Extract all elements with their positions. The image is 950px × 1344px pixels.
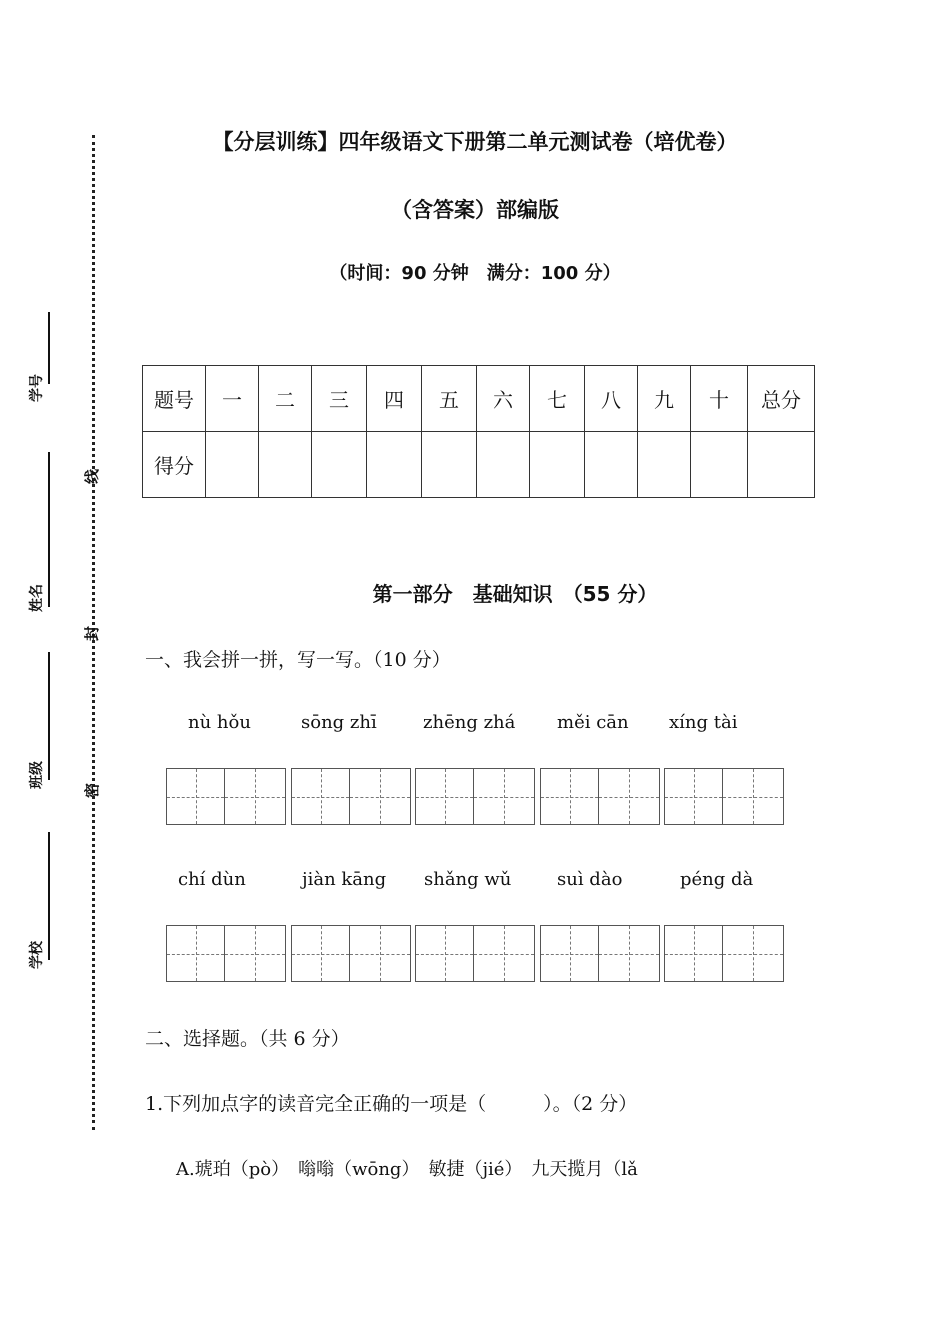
q2-item1-stem: 1.下列加点字的读音完全正确的一项是（ ）。（2 分） <box>145 1093 638 1115</box>
seal-mark-line: 线 <box>83 468 102 485</box>
score-input-cell[interactable] <box>477 432 530 498</box>
table-cell: 二 <box>259 366 312 432</box>
writing-grid[interactable] <box>166 925 286 983</box>
student-id-blank-line <box>48 312 50 384</box>
pinyin-label: nù hǒu <box>188 712 251 733</box>
q2-item1-option-a: A.琥珀（pò） 嗡嗡（wōng） 敏捷（jié） 九天揽月（lǎ <box>176 1159 638 1180</box>
score-input-cell[interactable] <box>748 432 815 498</box>
score-input-cell[interactable] <box>259 432 312 498</box>
pinyin-label: měi cān <box>557 712 629 733</box>
part1-heading: 第一部分 基础知识 （55 分） <box>372 582 658 606</box>
page-title: 【分层训练】四年级语文下册第二单元测试卷（培优卷） <box>212 130 738 154</box>
score-input-cell[interactable] <box>422 432 477 498</box>
writing-grid[interactable] <box>415 768 535 826</box>
q2-heading: 二、选择题。（共 6 分） <box>145 1028 350 1050</box>
pinyin-label: zhēng zhá <box>423 712 516 733</box>
score-input-cell[interactable] <box>638 432 691 498</box>
score-input-cell[interactable] <box>206 432 259 498</box>
score-table-score-row <box>143 432 815 498</box>
pinyin-label: chí dùn <box>178 869 246 890</box>
table-cell: 七 <box>530 366 585 432</box>
score-input-cell[interactable] <box>691 432 748 498</box>
school-label: 学校 <box>29 941 45 969</box>
score-input-cell[interactable] <box>367 432 422 498</box>
table-cell: 五 <box>422 366 477 432</box>
pinyin-label: xíng tài <box>669 712 738 733</box>
table-cell: 八 <box>585 366 638 432</box>
table-cell: 题号 <box>143 366 206 432</box>
writing-grid[interactable] <box>540 925 660 983</box>
writing-grid[interactable] <box>291 768 411 826</box>
score-input-cell[interactable] <box>585 432 638 498</box>
pinyin-label: jiàn kāng <box>302 869 387 890</box>
page-subtitle: （含答案）部编版 <box>391 198 559 222</box>
writing-grid[interactable] <box>664 768 784 826</box>
writing-grid[interactable] <box>540 768 660 826</box>
seal-mark-seal: 封 <box>83 625 102 642</box>
table-cell: 三 <box>312 366 367 432</box>
table-cell: 六 <box>477 366 530 432</box>
name-label: 姓名 <box>29 584 45 612</box>
school-blank-line <box>48 832 50 960</box>
table-cell: 一 <box>206 366 259 432</box>
table-cell: 十 <box>691 366 748 432</box>
exam-meta: （时间：90 分钟 满分：100 分） <box>329 263 621 284</box>
table-cell: 得分 <box>143 432 206 498</box>
table-cell: 四 <box>367 366 422 432</box>
q1-heading: 一、我会拼一拼，写一写。（10 分） <box>145 649 451 671</box>
score-input-cell[interactable] <box>312 432 367 498</box>
pinyin-label: péng dà <box>680 869 754 890</box>
table-cell: 九 <box>638 366 691 432</box>
writing-grid[interactable] <box>166 768 286 826</box>
table-cell: 总分 <box>748 366 815 432</box>
student-id-label: 学号 <box>29 374 45 402</box>
pinyin-label: suì dào <box>557 869 623 890</box>
writing-grid[interactable] <box>664 925 784 983</box>
score-input-cell[interactable] <box>530 432 585 498</box>
pinyin-label: sōng zhī <box>301 712 377 733</box>
writing-grid[interactable] <box>415 925 535 983</box>
pinyin-label: shǎng wǔ <box>424 869 512 890</box>
class-label: 班级 <box>29 761 45 789</box>
score-table <box>142 365 815 498</box>
writing-grid[interactable] <box>291 925 411 983</box>
seal-mark-secret: 密 <box>83 782 102 799</box>
class-blank-line <box>48 652 50 780</box>
score-table-header-row <box>143 366 815 432</box>
